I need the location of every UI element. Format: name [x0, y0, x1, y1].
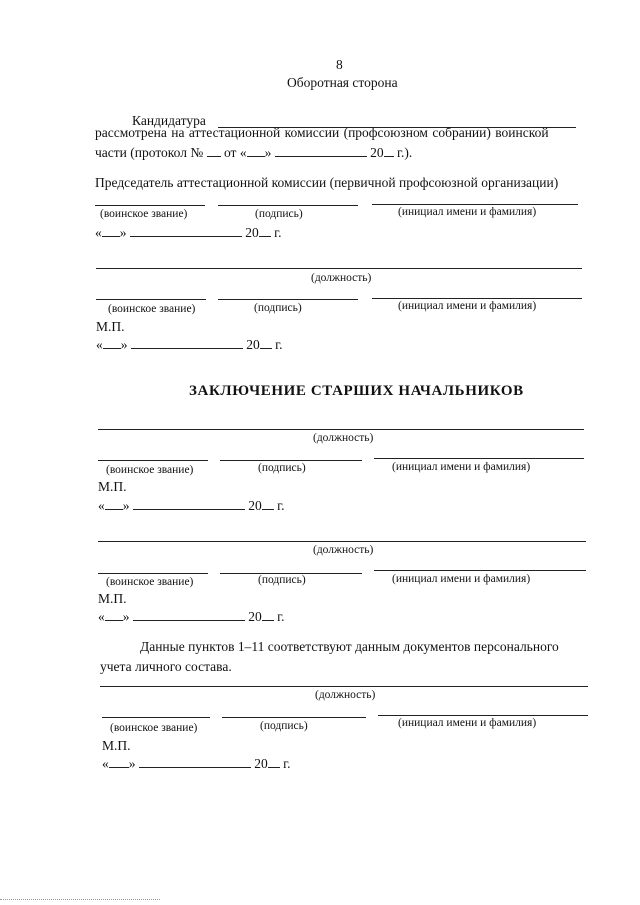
quote-open: «	[102, 756, 109, 771]
date-month-blank	[133, 608, 245, 621]
date-year-suffix: г.	[275, 337, 283, 352]
rank-caption-3: (воинское звание)	[106, 576, 194, 588]
position-caption-4: (должность)	[315, 689, 376, 701]
signature-caption-2: (подпись)	[258, 462, 306, 474]
date-2	[98, 497, 285, 513]
protocol-quote-close: »	[264, 145, 272, 160]
date-year-blank	[262, 608, 274, 621]
candidacy-line-3	[95, 144, 412, 160]
position-line-3	[98, 541, 586, 542]
date-month-blank	[133, 497, 245, 510]
chairman-rank-line	[95, 205, 205, 206]
data-note-line-2: учета личного состава.	[100, 659, 232, 674]
quote-close: »	[122, 498, 130, 513]
stamp-label-2: М.П.	[98, 479, 127, 494]
date-month-blank	[130, 224, 242, 237]
signature-line-2	[220, 460, 362, 461]
chairman-signature-caption: (подпись)	[255, 208, 303, 220]
quote-close: »	[120, 337, 128, 352]
stamp-label-1: М.П.	[96, 319, 125, 334]
rank-line-4	[102, 717, 210, 718]
date-year-prefix: 20	[246, 337, 260, 352]
rank-line-3	[98, 573, 208, 574]
name-line-2	[374, 458, 584, 459]
date-year-suffix: г.	[277, 609, 285, 624]
position-caption-2: (должность)	[313, 432, 374, 444]
date-day-blank	[109, 755, 129, 768]
rank-line-1	[96, 299, 206, 300]
date-year-suffix: г.	[277, 498, 285, 513]
position-line-4	[100, 686, 588, 687]
rank-line-2	[98, 460, 208, 461]
chairman-name-caption: (инициал имени и фамилия)	[398, 206, 537, 218]
date-year-blank	[259, 224, 271, 237]
date-year-suffix: г.	[283, 756, 291, 771]
quote-open: «	[96, 337, 103, 352]
position-caption-1: (должность)	[311, 272, 372, 284]
stamp-label-4: М.П.	[102, 738, 131, 753]
chairman-signature-line	[218, 205, 358, 206]
date-day-blank	[103, 336, 121, 349]
date-month-blank	[131, 336, 243, 349]
date-year-suffix: г.	[274, 225, 282, 240]
date-day-blank	[105, 608, 123, 621]
rank-caption-4: (воинское звание)	[110, 722, 198, 734]
stamp-label-3: М.П.	[98, 591, 127, 606]
quote-open: «	[95, 225, 102, 240]
page-side-label: Оборотная сторона	[287, 75, 398, 90]
position-line-1	[96, 268, 582, 269]
name-line-4	[378, 715, 588, 716]
name-caption-1: (инициал имени и фамилия)	[398, 300, 537, 312]
date-year-prefix: 20	[245, 225, 259, 240]
scan-edge-line	[0, 899, 160, 900]
date-month-blank	[139, 755, 251, 768]
rank-caption-2: (воинское звание)	[106, 464, 194, 476]
date-3	[98, 608, 285, 624]
date-year-blank	[268, 755, 280, 768]
signature-caption-4: (подпись)	[260, 720, 308, 732]
date-year-prefix: 20	[254, 756, 268, 771]
position-caption-3: (должность)	[313, 544, 374, 556]
signature-line-1	[218, 299, 358, 300]
name-caption-3: (инициал имени и фамилия)	[392, 573, 531, 585]
protocol-year-blank	[384, 144, 394, 157]
chairman-title: Председатель аттестационной комиссии (первичной профсоюзной организации)	[95, 175, 559, 190]
chairman-date	[95, 224, 282, 240]
candidacy-label: Кандидатура	[132, 113, 206, 128]
quote-close: »	[122, 609, 130, 624]
rank-caption-1: (воинское звание)	[108, 303, 196, 315]
signature-line-4	[222, 717, 366, 718]
page-number: 8	[336, 57, 343, 72]
date-4	[102, 755, 291, 771]
protocol-month-blank	[275, 144, 367, 157]
position-line-2	[98, 429, 584, 430]
date-year-prefix: 20	[248, 498, 262, 513]
conclusion-title: ЗАКЛЮЧЕНИЕ СТАРШИХ НАЧАЛЬНИКОВ	[189, 383, 524, 399]
date-year-blank	[262, 497, 274, 510]
name-caption-2: (инициал имени и фамилия)	[392, 461, 531, 473]
chairman-rank-caption: (воинское звание)	[100, 208, 188, 220]
data-note-line-1: Данные пунктов 1–11 соответствуют данным документов персонального	[140, 639, 559, 654]
protocol-year-suffix: г.).	[396, 145, 413, 160]
quote-open: «	[98, 609, 105, 624]
quote-close: »	[119, 225, 127, 240]
chairman-name-line	[372, 204, 578, 205]
signature-caption-1: (подпись)	[254, 302, 302, 314]
quote-close: »	[128, 756, 136, 771]
signature-caption-3: (подпись)	[258, 574, 306, 586]
date-year-blank	[260, 336, 272, 349]
quote-open: «	[98, 498, 105, 513]
protocol-from-label: от «	[223, 145, 247, 160]
protocol-year-prefix: 20	[370, 145, 384, 160]
date-year-prefix: 20	[248, 609, 262, 624]
name-line-1	[372, 298, 582, 299]
protocol-label: части (протокол №	[95, 145, 204, 160]
name-caption-4: (инициал имени и фамилия)	[398, 717, 537, 729]
name-line-3	[374, 570, 586, 571]
protocol-number-blank	[207, 144, 221, 157]
candidacy-line-2: рассмотрена на аттестационной комиссии (профсоюзном собрании) воинской	[95, 125, 549, 140]
date-day-blank	[102, 224, 120, 237]
date-day-blank	[105, 497, 123, 510]
protocol-day-blank	[247, 144, 265, 157]
date-1	[96, 336, 283, 352]
